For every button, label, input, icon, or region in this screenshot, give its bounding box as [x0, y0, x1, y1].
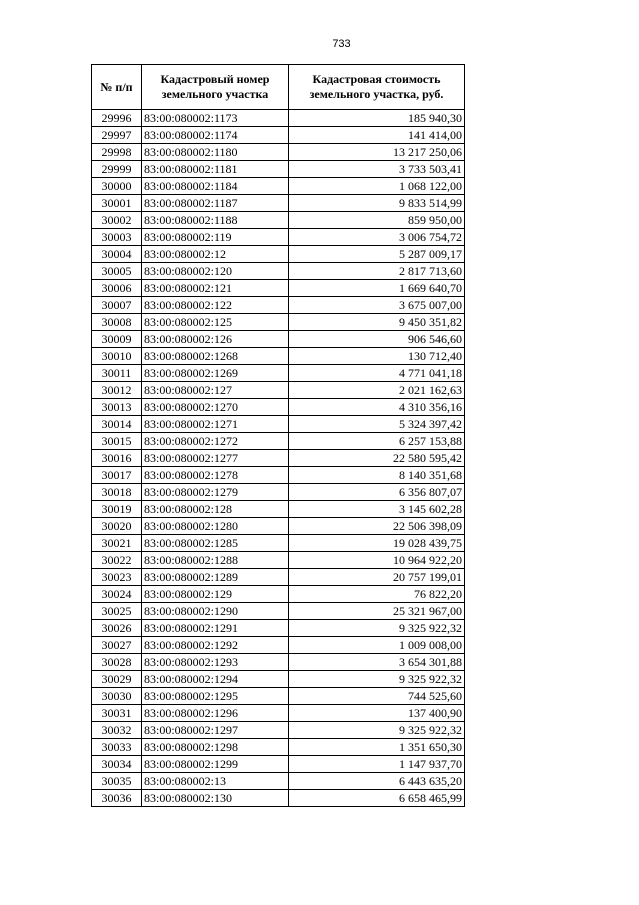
table-row — [92, 365, 465, 382]
row-number: 29999 — [92, 161, 142, 178]
cadastral-value: 22 506 398,09 — [289, 518, 465, 535]
table-row — [92, 195, 465, 212]
row-number: 29997 — [92, 127, 142, 144]
cadastral-value: 22 580 595,42 — [289, 450, 465, 467]
row-number: 30036 — [92, 790, 142, 807]
cadastral-number: 83:00:080002:128 — [142, 501, 289, 518]
cadastral-value: 9 833 514,99 — [289, 195, 465, 212]
cadastral-number: 83:00:080002:1299 — [142, 756, 289, 773]
cadastral-number: 83:00:080002:1298 — [142, 739, 289, 756]
cadastral-number: 83:00:080002:1297 — [142, 722, 289, 739]
cadastral-number: 83:00:080002:1296 — [142, 705, 289, 722]
cadastral-value: 6 443 635,20 — [289, 773, 465, 790]
row-number: 30022 — [92, 552, 142, 569]
row-number: 30015 — [92, 433, 142, 450]
cadastral-number: 83:00:080002:119 — [142, 229, 289, 246]
cadastral-number: 83:00:080002:1280 — [142, 518, 289, 535]
table-body — [92, 110, 465, 807]
row-number: 30008 — [92, 314, 142, 331]
row-number: 30020 — [92, 518, 142, 535]
table-row — [92, 790, 465, 807]
cadastral-value: 3 654 301,88 — [289, 654, 465, 671]
cadastral-number: 83:00:080002:1272 — [142, 433, 289, 450]
cadastral-number: 83:00:080002:1293 — [142, 654, 289, 671]
row-number: 30025 — [92, 603, 142, 620]
cadastral-number: 83:00:080002:120 — [142, 263, 289, 280]
cadastral-value: 2 021 162,63 — [289, 382, 465, 399]
table-row — [92, 773, 465, 790]
cadastral-number: 83:00:080002:1277 — [142, 450, 289, 467]
cadastral-value: 4 310 356,16 — [289, 399, 465, 416]
table-row — [92, 756, 465, 773]
cadastral-value: 20 757 199,01 — [289, 569, 465, 586]
row-number: 30017 — [92, 467, 142, 484]
cadastral-number: 83:00:080002:1180 — [142, 144, 289, 161]
cadastral-value: 141 414,00 — [289, 127, 465, 144]
table-row — [92, 161, 465, 178]
table-row — [92, 637, 465, 654]
row-number: 30002 — [92, 212, 142, 229]
cadastral-value: 1 068 122,00 — [289, 178, 465, 195]
cadastral-number: 83:00:080002:1291 — [142, 620, 289, 637]
table-row — [92, 331, 465, 348]
cadastral-value: 1 351 650,30 — [289, 739, 465, 756]
table-row — [92, 450, 465, 467]
cadastral-number: 83:00:080002:1173 — [142, 110, 289, 127]
cadastral-value: 906 546,60 — [289, 331, 465, 348]
cadastral-value: 9 325 922,32 — [289, 671, 465, 688]
header-cadastral-number: Кадастровый номер земельного участка — [142, 65, 289, 110]
cadastral-number: 83:00:080002:127 — [142, 382, 289, 399]
cadastral-number: 83:00:080002:1188 — [142, 212, 289, 229]
table-row — [92, 654, 465, 671]
cadastral-value: 2 817 713,60 — [289, 263, 465, 280]
row-number: 30011 — [92, 365, 142, 382]
row-number: 30001 — [92, 195, 142, 212]
row-number: 30030 — [92, 688, 142, 705]
row-number: 30034 — [92, 756, 142, 773]
row-number: 30007 — [92, 297, 142, 314]
cadastral-number: 83:00:080002:1295 — [142, 688, 289, 705]
row-number: 30035 — [92, 773, 142, 790]
table-row — [92, 416, 465, 433]
table-row — [92, 348, 465, 365]
cadastral-number: 83:00:080002:130 — [142, 790, 289, 807]
cadastral-number: 83:00:080002:1181 — [142, 161, 289, 178]
cadastral-number: 83:00:080002:1184 — [142, 178, 289, 195]
table-row — [92, 212, 465, 229]
row-number: 29996 — [92, 110, 142, 127]
table-header — [92, 65, 465, 110]
row-number: 30019 — [92, 501, 142, 518]
table-row — [92, 484, 465, 501]
row-number: 30014 — [92, 416, 142, 433]
cadastral-value: 744 525,60 — [289, 688, 465, 705]
cadastral-value: 76 822,20 — [289, 586, 465, 603]
row-number: 30016 — [92, 450, 142, 467]
table-row — [92, 127, 465, 144]
cadastral-value: 3 733 503,41 — [289, 161, 465, 178]
table-row — [92, 246, 465, 263]
cadastral-number: 83:00:080002:1268 — [142, 348, 289, 365]
cadastral-value: 859 950,00 — [289, 212, 465, 229]
table-row — [92, 399, 465, 416]
cadastral-value: 3 145 602,28 — [289, 501, 465, 518]
table-row — [92, 722, 465, 739]
cadastral-number: 83:00:080002:1292 — [142, 637, 289, 654]
table-row — [92, 280, 465, 297]
row-number: 30024 — [92, 586, 142, 603]
row-number: 30018 — [92, 484, 142, 501]
header-cadastral-value: Кадастровая стоимость земельного участка, руб. — [289, 65, 465, 110]
row-number: 30005 — [92, 263, 142, 280]
cadastral-value: 1 669 640,70 — [289, 280, 465, 297]
cadastral-value: 5 324 397,42 — [289, 416, 465, 433]
cadastral-value: 1 147 937,70 — [289, 756, 465, 773]
cadastral-number: 83:00:080002:1174 — [142, 127, 289, 144]
row-number: 30006 — [92, 280, 142, 297]
cadastral-number: 83:00:080002:13 — [142, 773, 289, 790]
cadastral-number: 83:00:080002:1279 — [142, 484, 289, 501]
cadastral-number: 83:00:080002:1269 — [142, 365, 289, 382]
table-row — [92, 705, 465, 722]
cadastral-number: 83:00:080002:122 — [142, 297, 289, 314]
cadastral-value: 19 028 439,75 — [289, 535, 465, 552]
row-number: 30027 — [92, 637, 142, 654]
row-number: 30031 — [92, 705, 142, 722]
row-number: 30023 — [92, 569, 142, 586]
cadastral-number: 83:00:080002:129 — [142, 586, 289, 603]
table-row — [92, 144, 465, 161]
table-row — [92, 739, 465, 756]
table-row — [92, 569, 465, 586]
cadastral-number: 83:00:080002:121 — [142, 280, 289, 297]
table-row — [92, 382, 465, 399]
cadastral-value: 5 287 009,17 — [289, 246, 465, 263]
cadastral-value: 137 400,90 — [289, 705, 465, 722]
cadastral-value: 3 675 007,00 — [289, 297, 465, 314]
cadastral-value: 13 217 250,06 — [289, 144, 465, 161]
cadastral-value: 1 009 008,00 — [289, 637, 465, 654]
table-row — [92, 586, 465, 603]
cadastral-value: 185 940,30 — [289, 110, 465, 127]
table-row — [92, 603, 465, 620]
cadastral-value: 6 658 465,99 — [289, 790, 465, 807]
cadastral-number: 83:00:080002:125 — [142, 314, 289, 331]
row-number: 30029 — [92, 671, 142, 688]
row-number: 30004 — [92, 246, 142, 263]
table-row — [92, 229, 465, 246]
header-row — [92, 65, 465, 110]
row-number: 30009 — [92, 331, 142, 348]
row-number: 30033 — [92, 739, 142, 756]
row-number: 30000 — [92, 178, 142, 195]
cadastral-value: 9 325 922,32 — [289, 620, 465, 637]
table-row — [92, 297, 465, 314]
page-number: 733 — [332, 38, 351, 50]
row-number: 30003 — [92, 229, 142, 246]
row-number: 29998 — [92, 144, 142, 161]
cadastral-value: 9 450 351,82 — [289, 314, 465, 331]
cadastral-number: 83:00:080002:1288 — [142, 552, 289, 569]
table-row — [92, 314, 465, 331]
cadastral-number: 83:00:080002:1294 — [142, 671, 289, 688]
cadastral-number: 83:00:080002:1289 — [142, 569, 289, 586]
cadastral-value: 130 712,40 — [289, 348, 465, 365]
cadastral-number: 83:00:080002:1278 — [142, 467, 289, 484]
table-row — [92, 110, 465, 127]
cadastral-value: 10 964 922,20 — [289, 552, 465, 569]
cadastral-number: 83:00:080002:1271 — [142, 416, 289, 433]
cadastral-value: 9 325 922,32 — [289, 722, 465, 739]
table-row — [92, 518, 465, 535]
table-row — [92, 535, 465, 552]
cadastral-value: 4 771 041,18 — [289, 365, 465, 382]
row-number: 30032 — [92, 722, 142, 739]
table-row — [92, 552, 465, 569]
row-number: 30012 — [92, 382, 142, 399]
row-number: 30028 — [92, 654, 142, 671]
cadastral-value: 6 356 807,07 — [289, 484, 465, 501]
table-row — [92, 501, 465, 518]
table-row — [92, 620, 465, 637]
cadastral-value: 25 321 967,00 — [289, 603, 465, 620]
table-row — [92, 178, 465, 195]
table-row — [92, 688, 465, 705]
header-number: № п/п — [92, 65, 142, 110]
table-row — [92, 467, 465, 484]
table-row — [92, 671, 465, 688]
row-number: 30010 — [92, 348, 142, 365]
cadastral-number: 83:00:080002:126 — [142, 331, 289, 348]
table-row — [92, 433, 465, 450]
row-number: 30013 — [92, 399, 142, 416]
cadastral-number: 83:00:080002:1270 — [142, 399, 289, 416]
table-row — [92, 263, 465, 280]
cadastral-number: 83:00:080002:1290 — [142, 603, 289, 620]
cadastral-number: 83:00:080002:12 — [142, 246, 289, 263]
cadastral-value: 6 257 153,88 — [289, 433, 465, 450]
row-number: 30026 — [92, 620, 142, 637]
cadastral-number: 83:00:080002:1187 — [142, 195, 289, 212]
row-number: 30021 — [92, 535, 142, 552]
cadastral-number: 83:00:080002:1285 — [142, 535, 289, 552]
cadastral-value: 8 140 351,68 — [289, 467, 465, 484]
cadastral-value-table — [91, 64, 465, 807]
cadastral-value: 3 006 754,72 — [289, 229, 465, 246]
